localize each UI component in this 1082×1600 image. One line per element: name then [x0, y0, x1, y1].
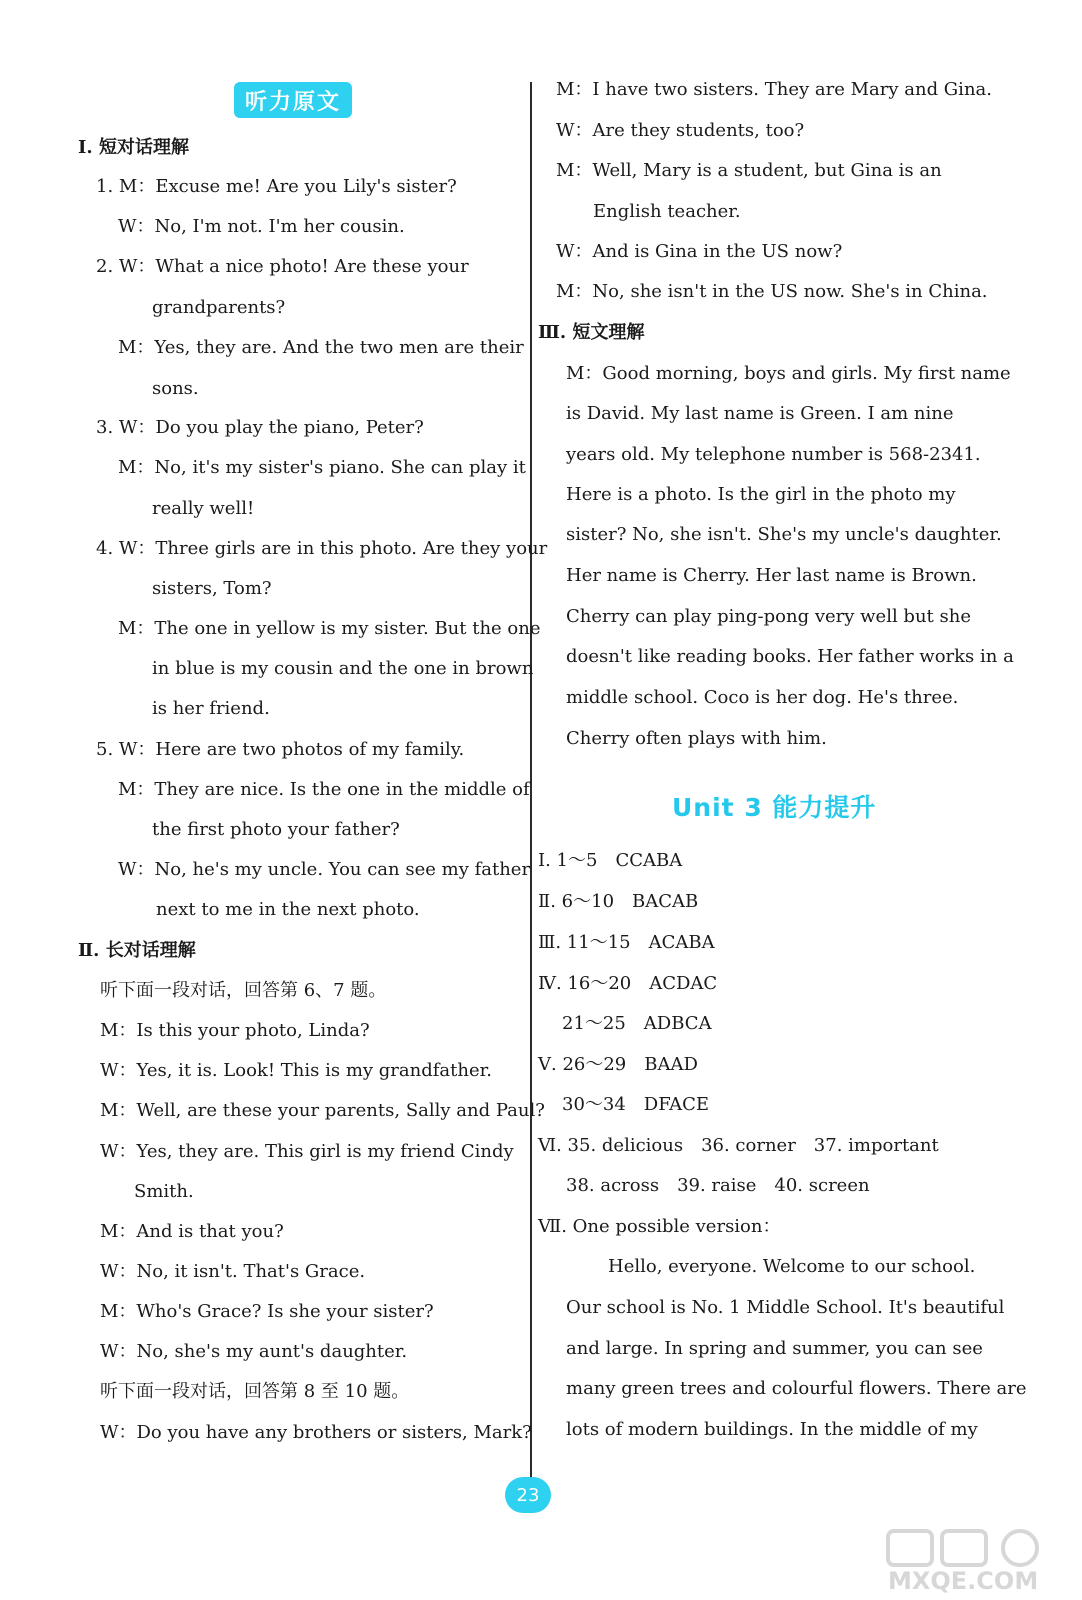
answer-row: Ⅵ. 35. delicious 36. corner 37. important	[538, 1135, 939, 1156]
q5-man-line: M：They are nice. Is the one in the middle of	[118, 779, 530, 800]
q3-man-line: M：No, it's my sister's piano. She can play it	[118, 457, 526, 478]
dialogue1-line: M：And is that you?	[100, 1221, 284, 1242]
answer-row: Ⅰ. 1～5 CCABA	[538, 850, 683, 871]
passage-line: Her name is Cherry. Her last name is Brown.	[566, 565, 977, 586]
unit-title: Unit 3 能力提升	[672, 793, 877, 822]
q5-woman-line: 5. W：Here are two photos of my family.	[96, 739, 465, 760]
answer-row: Ⅴ. 26～29 BAAD	[538, 1054, 698, 1075]
answer-row: Ⅳ. 16～20 ACDAC	[538, 973, 718, 994]
dialogue2-line: W：Are they students, too?	[556, 120, 805, 141]
watermark-logo	[880, 1525, 1070, 1595]
q4-man-line: M：The one in yellow is my sister. But the one	[118, 618, 541, 639]
passage-line: middle school. Coco is her dog. He's three.	[566, 687, 959, 708]
passage-line: Here is a photo. Is the girl in the photo my	[566, 484, 956, 505]
dialogue2-line: W：Do you have any brothers or sisters, Mark?	[100, 1422, 532, 1443]
dialogue1-line: W：Yes, it is. Look! This is my grandfather.	[100, 1060, 492, 1081]
page-number: 23	[505, 1477, 551, 1513]
passage-line: years old. My telephone number is 568-2341.	[566, 444, 981, 465]
dialogue2-line-cont: English teacher.	[593, 201, 741, 222]
q4-man-line-cont: in blue is my cousin and the one in brown	[152, 658, 534, 679]
column-divider	[530, 82, 532, 1480]
essay-line: Hello, everyone. Welcome to our school.	[608, 1256, 976, 1277]
passage-line: sister? No, she isn't. She's my uncle's daughter.	[566, 524, 1002, 545]
dialogue1-line: W：No, she's my aunt's daughter.	[100, 1341, 408, 1362]
dialogue1-line: M：Who's Grace? Is she your sister?	[100, 1301, 434, 1322]
passage-line: is David. My last name is Green. I am nine	[566, 403, 954, 424]
dialogue1-intro: 听下面一段对话，回答第 6、7 题。	[100, 980, 387, 1001]
q1-woman-line: W：No, I'm not. I'm her cousin.	[118, 216, 405, 237]
q5-woman-line-2-cont: next to me in the next photo.	[156, 899, 420, 920]
passage-line: M：Good morning, boys and girls. My first name	[566, 363, 1011, 384]
essay-line: many green trees and colourful flowers. There are	[566, 1378, 1027, 1399]
q4-woman-line-cont: sisters, Tom?	[152, 578, 272, 599]
dialogue1-line: W：Yes, they are. This girl is my friend Cindy	[100, 1141, 514, 1162]
essay-line: lots of modern buildings. In the middle of my	[566, 1419, 978, 1440]
dialogue1-line: M：Is this your photo, Linda?	[100, 1020, 370, 1041]
essay-line: and large. In spring and summer, you can see	[566, 1338, 983, 1359]
dialogue2-line: M：No, she isn't in the US now. She's in China.	[556, 281, 988, 302]
answer-row: Ⅱ. 6～10 BACAB	[538, 891, 699, 912]
q2-man-line: M：Yes, they are. And the two men are their	[118, 337, 524, 358]
q3-man-line-cont: really well!	[152, 498, 255, 519]
answer-row: 38. across 39. raise 40. screen	[566, 1175, 870, 1196]
dialogue1-line: W：No, it isn't. That's Grace.	[100, 1261, 366, 1282]
answer-row: 21～25 ADBCA	[562, 1013, 712, 1034]
passage-line: doesn't like reading books. Her father works in a	[566, 646, 1014, 667]
section-heading-passage: Ⅲ. 短文理解	[538, 322, 645, 343]
dialogue2-line: M：I have two sisters. They are Mary and Gina.	[556, 79, 992, 100]
answer-row: 30～34 DFACE	[562, 1094, 710, 1115]
essay-line: Our school is No. 1 Middle School. It's beautiful	[566, 1297, 1005, 1318]
passage-line: Cherry often plays with him.	[566, 728, 827, 749]
dialogue1-line-cont: Smith.	[134, 1181, 194, 1202]
q3-woman-line: 3. W：Do you play the piano, Peter?	[96, 417, 424, 438]
q5-man-line-cont: the first photo your father?	[152, 819, 400, 840]
svg-text:MXQE.COM: MXQE.COM	[888, 1567, 1039, 1595]
essay-heading: Ⅶ. One possible version：	[538, 1216, 781, 1237]
q5-woman-line-2: W：No, he's my uncle. You can see my father	[118, 859, 531, 880]
dialogue2-intro: 听下面一段对话，回答第 8 至 10 题。	[100, 1381, 410, 1402]
section-heading-long-dialogues: Ⅱ. 长对话理解	[78, 940, 196, 961]
section-heading-short-dialogues: Ⅰ. 短对话理解	[78, 137, 189, 158]
dialogue1-line: M：Well, are these your parents, Sally and Paul?	[100, 1100, 545, 1121]
section-title-badge: 听力原文	[234, 82, 352, 118]
q2-woman-line: 2. W：What a nice photo! Are these your	[96, 256, 469, 277]
passage-line: Cherry can play ping-pong very well but she	[566, 606, 971, 627]
answer-row: Ⅲ. 11～15 ACABA	[538, 932, 715, 953]
q2-woman-line-cont: grandparents?	[152, 297, 286, 318]
q1-man-line: 1. M：Excuse me! Are you Lily's sister?	[96, 176, 457, 197]
dialogue2-line: W：And is Gina in the US now?	[556, 241, 843, 262]
q2-man-line-cont: sons.	[152, 378, 199, 399]
q4-man-line-cont2: is her friend.	[152, 698, 270, 719]
dialogue2-line: M：Well, Mary is a student, but Gina is an	[556, 160, 942, 181]
q4-woman-line: 4. W：Three girls are in this photo. Are they your	[96, 538, 548, 559]
